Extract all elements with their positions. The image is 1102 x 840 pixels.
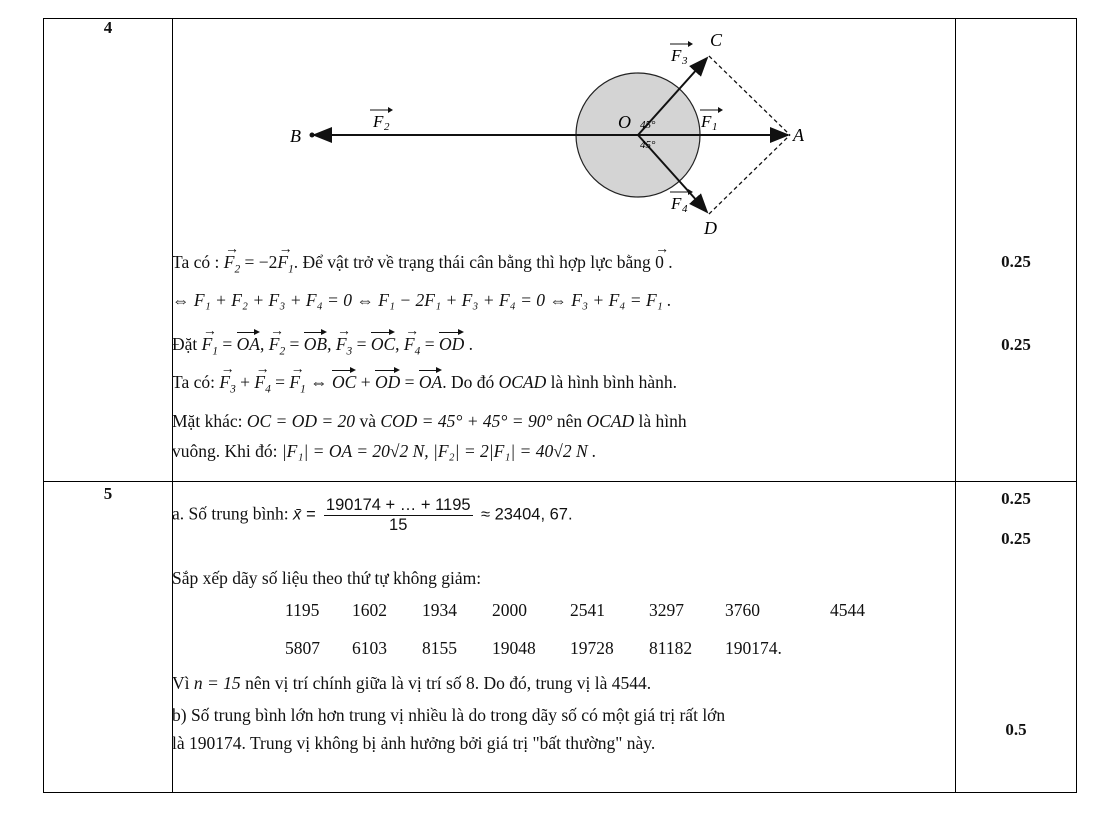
q4-line-3: Đặt → $F_1$ = OA, → $F_2$ = OB, → $F_3$ = OC, → $F_4$ = OD . [172, 334, 473, 358]
label-f3 [670, 41, 693, 67]
seq-value: 19728 [570, 638, 614, 658]
svg-text:F: F [671, 194, 682, 213]
svg-text:F: F [701, 112, 712, 131]
seq-value: 2541 [570, 600, 605, 620]
svg-text:F: F [671, 46, 682, 65]
seq-value: 81182 [649, 638, 693, 658]
q4-line-5: Mặt khác: OC = OD = 20 và COD = 45° + 45° = 90° nên OCAD là hình [172, 411, 687, 431]
svg-text:F: F [373, 112, 384, 131]
score-q5-2: 0.25 [1001, 529, 1031, 548]
q4-line-1: Ta có : → $F_2 = -2\to F_1$. Để vật trở về trạng thái cân bằng thì hợp lực bằng → 0 . [172, 252, 673, 276]
svg-text:3: 3 [682, 55, 688, 67]
label-a: A [793, 125, 804, 145]
label-o: O [618, 112, 631, 132]
label-d: D [704, 218, 717, 238]
q5-sort-line: Sắp xếp dãy số liệu theo thứ tự không giảm: [172, 568, 482, 588]
mean-denominator: 15 [389, 516, 408, 534]
seq-value: 3297 [649, 600, 684, 620]
score-q4-1: 0.25 [1001, 252, 1031, 271]
seq-value: 19048 [492, 638, 536, 658]
seq-value: 190174. [725, 638, 782, 658]
angle-top-label: 45° [640, 119, 656, 131]
svg-text:2: 2 [384, 121, 390, 133]
q4-line-6: vuông. Khi đó: |F₁| = OA = 20√2 N, |F₂| = 2|F₁| = 40√2 N . [172, 441, 597, 461]
question-number-5: 5 [103, 484, 113, 503]
dashed-ca [709, 56, 790, 135]
mean-numerator: 190174 + … + 1195 [325, 496, 471, 514]
sorted-row-2 [172, 638, 952, 662]
seq-value: 6103 [352, 638, 387, 658]
angle-bottom-label: 45° [640, 139, 656, 151]
label-f4 [670, 189, 693, 215]
score-q5-3: 0.5 [1005, 720, 1027, 739]
dashed-da [709, 135, 790, 214]
q5-mean-line: a. Số trung bình: x̄ = $\frac{190174 + \dots + 1195}{15}$ ≈ 23404, 67. [172, 496, 573, 534]
score-q5-1: 0.25 [1001, 489, 1031, 508]
force-diagram [290, 22, 850, 242]
seq-value: 1195 [285, 600, 320, 620]
q5-b-line-1: b) Số trung bình lớn hơn trung vị nhiều là do trong dãy số có một giá trị rất lớn [172, 705, 726, 725]
label-f2 [370, 107, 393, 133]
label-b: B [290, 126, 301, 146]
question-number-4: 4 [103, 18, 113, 37]
q5-b-line-2: là 190174. Trung vị không bị ảnh hưởng bởi giá trị "bất thường" này. [172, 733, 656, 753]
q4-line-2: ⇔ F₁ + F₂ + F₃ + F₄ = 0 ⇔ F₁ − 2F₁ + F₃ + F₄ = 0 ⇔ F₃ + F₄ = F₁ . [172, 290, 672, 310]
label-f1 [700, 107, 723, 133]
label-c: C [710, 30, 723, 50]
seq-value: 5807 [285, 638, 320, 658]
seq-value: 1934 [422, 600, 457, 620]
seq-value: 1602 [352, 600, 387, 620]
row-divider [43, 481, 1077, 482]
q5-median-line: Vì n = 15 nên vị trí chính giữa là vị trí số 8. Do đó, trung vị là 4544. [172, 673, 652, 693]
sorted-row-1 [172, 600, 952, 624]
score-q4-2: 0.25 [1001, 335, 1031, 354]
seq-value: 3760 [725, 600, 760, 620]
q4-line-4: Ta có: → $F_3$ + → $F_4$ = → $F_1$ ⇔ OC + OD = OA. Do đó OCAD là hình bình hành. [172, 372, 677, 396]
svg-text:1: 1 [712, 121, 718, 133]
seq-value: 4544 [830, 600, 865, 620]
seq-value: 8155 [422, 638, 457, 658]
column-divider-score [955, 18, 956, 793]
seq-value: 2000 [492, 600, 527, 620]
svg-text:4: 4 [682, 203, 688, 215]
